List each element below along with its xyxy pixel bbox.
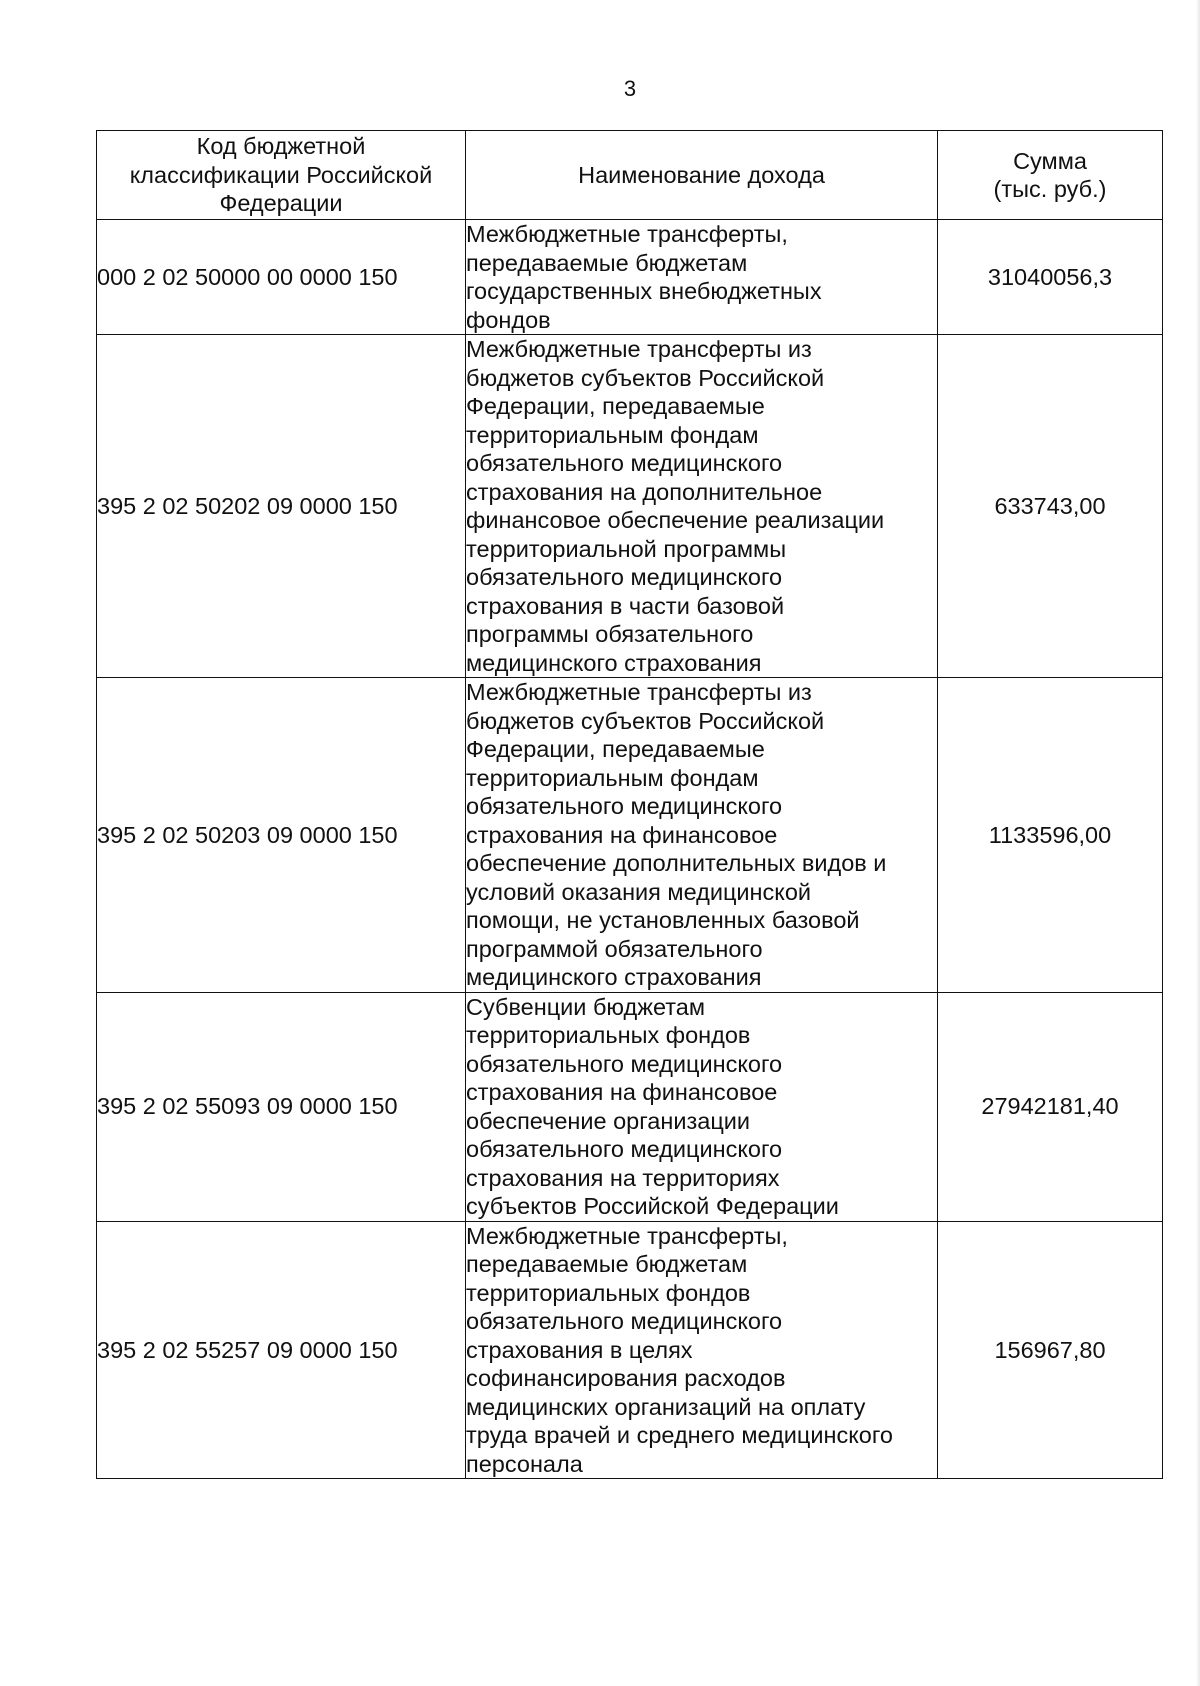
sum-cell: 156967,80 (938, 1221, 1163, 1479)
sum-cell: 633743,00 (938, 335, 1163, 678)
sum-cell: 27942181,40 (938, 992, 1163, 1221)
table-row (97, 335, 1163, 678)
page-number: 3 (623, 76, 637, 101)
header-sum-label: Сумма (тыс. руб.) (993, 147, 1107, 202)
table-header-row (97, 131, 1163, 220)
header-sum (938, 131, 1163, 220)
income-name-cell: Межбюджетные трансферты, передаваемые бюджетам территориальных фондов обязательного медицинского страхования в целях софинансирования расходов медицинских организаций на оплату труда врачей и среднего медицинского персонала (466, 1221, 938, 1479)
income-table (96, 130, 1163, 1479)
sum-cell: 1133596,00 (938, 678, 1163, 993)
header-income-name (466, 131, 938, 220)
header-income-name-label: Наименование дохода (578, 161, 825, 188)
budget-code-cell: 395 2 02 50203 09 0000 150 (97, 678, 466, 993)
scan-edge-shadow (1196, 0, 1200, 1686)
sum-cell: 31040056,3 (938, 220, 1163, 335)
budget-code-cell: 000 2 02 50000 00 0000 150 (97, 220, 466, 335)
budget-code-cell: 395 2 02 55093 09 0000 150 (97, 992, 466, 1221)
header-budget-code (97, 131, 466, 220)
table-row (97, 1221, 1163, 1479)
income-name-cell: Межбюджетные трансферты из бюджетов субъектов Российской Федерации, передаваемые территориальным фондам обязательного медицинского страхования на дополнительное финансовое обеспечение реализации территориальной программы обязательного медицинского страхования в части базовой программы обязательного медицинского страхования (466, 335, 938, 678)
table-row (97, 678, 1163, 993)
income-name-cell: Субвенции бюджетам территориальных фондов обязательного медицинского страхования на финансовое обеспечение организации обязательного медицинского страхования на территориях субъектов Российской Федерации (466, 992, 938, 1221)
table-row (97, 992, 1163, 1221)
header-budget-code-label: Код бюджетной классификации Российской Федерации (129, 133, 433, 217)
budget-code-cell: 395 2 02 50202 09 0000 150 (97, 335, 466, 678)
income-name-cell: Межбюджетные трансферты, передаваемые бюджетам государственных внебюджетных фондов (466, 220, 938, 335)
table-row (97, 220, 1163, 335)
income-name-cell: Межбюджетные трансферты из бюджетов субъектов Российской Федерации, передаваемые территориальным фондам обязательного медицинского страхования на финансовое обеспечение дополнительных видов и условий оказания медицинской помощи, не установленных базовой программой обязательного медицинского страхования (466, 678, 938, 993)
budget-code-cell: 395 2 02 55257 09 0000 150 (97, 1221, 466, 1479)
